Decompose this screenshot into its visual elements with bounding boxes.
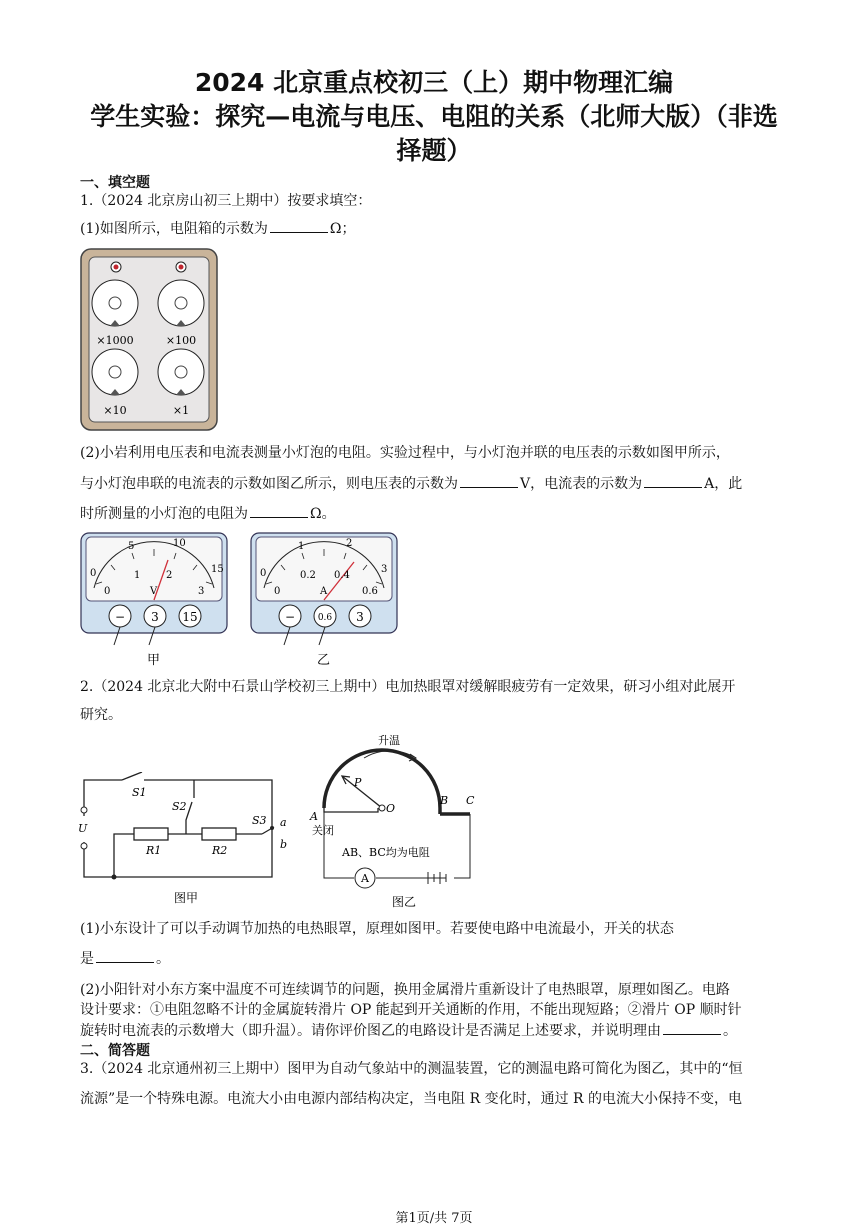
meter-tick-label: 0 — [260, 568, 267, 579]
circuit-label: AB、BC均为电阻 — [342, 846, 430, 859]
dial-multiplier-label: ×1 — [172, 404, 190, 417]
page-title-line3: 择题） — [396, 136, 472, 165]
meter-tick-label: 15 — [211, 564, 224, 575]
terminal-label: 3 — [356, 610, 364, 624]
answer-blank[interactable] — [644, 473, 702, 488]
meter-tick-label: 5 — [128, 541, 135, 552]
dial-icon — [92, 349, 138, 395]
meter-tick-label: 0 — [274, 586, 281, 597]
circuit-label: R2 — [212, 844, 228, 857]
meter-tick-label: 1 — [298, 541, 305, 552]
q1-part2-line2 — [80, 473, 742, 494]
meter-unit-label: A — [320, 586, 328, 597]
dial-multiplier-label: ×100 — [165, 334, 197, 347]
circuit-label: a — [280, 816, 287, 829]
q1-part2-text: Ω。 — [310, 506, 336, 522]
circuit-figure-b — [306, 732, 478, 910]
q2-intro-line1: 2.（2024 北京北大附中石景山学校初三上期中）电加热眼罩对缓解眼疲劳有一定效果，研习小组对此展开 — [80, 679, 736, 695]
q2-part2-line1: (2)小阳针对小东方案中温度不可连续调节的问题，换用金属滑片重新设计了电热眼罩，原理如图乙。电路 — [80, 982, 730, 998]
circuit-label: A — [361, 872, 369, 885]
meter-tick-label: 10 — [173, 538, 186, 549]
meter-tick-label: 2 — [166, 570, 173, 581]
q1-part2-text: 时所测量的小灯泡的电阻为 — [80, 506, 248, 522]
meter-tick-label: 0.2 — [300, 570, 316, 581]
q2-part2-text: 。 — [723, 1023, 737, 1039]
q3-line2: 流源”是一个特殊电源。电流大小由电源内部结构决定，当电阻 R 变化时，通过 R 的电流大小保持不变，电 — [80, 1091, 743, 1107]
q2-part1-text: 是 — [80, 951, 94, 967]
meter-tick-label: 2 — [346, 538, 353, 549]
answer-blank[interactable] — [270, 218, 328, 233]
page-title-line2: 学生实验：探究—电流与电压、电阻的关系（北师大版）（非选 — [90, 102, 778, 131]
section-heading-fill-in: 一、填空题 — [80, 175, 150, 191]
circuit-label: O — [386, 802, 396, 815]
terminal-icon — [111, 262, 121, 272]
q2-part2-line2: 设计要求：①电阻忽略不计的金属旋转滑片 OP 能起到开关通断的作用，不能出现短路；②滑片 OP 顺时针 — [80, 1002, 742, 1018]
circuit-label: S2 — [172, 800, 187, 813]
dial-icon — [92, 280, 138, 326]
resistance-box-figure — [80, 248, 218, 431]
circuit-label: B — [440, 794, 449, 807]
q2-intro-line2: 研究。 — [80, 707, 122, 723]
circuit-label: P — [354, 776, 362, 789]
dial-icon — [158, 280, 204, 326]
q1-part2-text: V，电流表的示数为 — [520, 476, 643, 492]
answer-blank[interactable] — [250, 503, 308, 518]
terminal-label: 3 — [151, 610, 159, 624]
q2-part2-text: 旋转时电流表的示数增大（即升温）。请你评价图乙的电路设计是否满足上述要求，并说明理由 — [80, 1023, 661, 1039]
figure-caption: 乙 — [317, 653, 331, 668]
q2-part1-line2 — [80, 948, 170, 969]
dial-multiplier-label: ×1000 — [96, 334, 134, 347]
meter-tick-label: 3 — [381, 564, 388, 575]
terminal-label: 0.6 — [317, 613, 333, 623]
figure-caption: 图乙 — [391, 895, 417, 909]
answer-blank[interactable] — [460, 473, 518, 488]
dial-icon — [158, 349, 204, 395]
q2-part2-line3 — [80, 1020, 737, 1041]
terminal-label: − — [114, 610, 126, 624]
page-number: 第1页/共 7页 — [395, 1211, 473, 1226]
meter-tick-label: 1 — [134, 570, 141, 581]
q2-part1-text: 。 — [156, 951, 170, 967]
answer-blank[interactable] — [663, 1020, 721, 1035]
meter-tick-label: 0.6 — [362, 586, 378, 597]
meter-tick-label: 0 — [104, 586, 111, 597]
circuit-label: 关闭 — [312, 824, 334, 837]
circuit-label: S3 — [252, 814, 267, 827]
section-heading-short-answer: 二、简答题 — [80, 1043, 150, 1059]
terminal-label: − — [284, 610, 296, 624]
circuit-label: R1 — [146, 844, 162, 857]
q1-part1-unit: Ω； — [329, 221, 356, 237]
dial-multiplier-label: ×10 — [103, 404, 127, 417]
meter-tick-label: 3 — [198, 586, 205, 597]
voltmeter-figure — [80, 532, 230, 668]
ammeter-figure — [250, 532, 400, 668]
q1-part1 — [80, 218, 355, 239]
terminal-label: 15 — [182, 610, 198, 624]
q1-part2-line3 — [80, 503, 336, 524]
page-title-line1: 2024 北京重点校初三（上）期中物理汇编 — [194, 68, 674, 97]
answer-blank[interactable] — [96, 948, 154, 963]
meter-tick-label: 0.4 — [334, 570, 350, 581]
circuit-label: b — [280, 838, 288, 851]
terminal-icon — [176, 262, 186, 272]
circuit-label: U — [78, 822, 88, 835]
q1-part2-text: A，此 — [704, 476, 743, 492]
q1-part2-text: 与小灯泡串联的电流表的示数如图乙所示，则电压表的示数为 — [80, 476, 458, 492]
q1-part2-line1: (2)小岩利用电压表和电流表测量小灯泡的电阻。实验过程中，与小灯泡并联的电压表的示数如图甲所示， — [80, 445, 730, 461]
q1-part1-text: (1)如图所示，电阻箱的示数为 — [80, 221, 268, 237]
circuit-label: S1 — [132, 786, 147, 799]
circuit-figure-a — [74, 772, 292, 906]
circuit-label: C — [466, 794, 475, 807]
figure-caption: 图甲 — [173, 891, 199, 905]
meter-unit-label: V — [150, 586, 158, 597]
circuit-label: A — [310, 810, 318, 823]
meter-tick-label: 0 — [90, 568, 97, 579]
circuit-label: 升温 — [378, 734, 400, 747]
q3-line1: 3.（2024 北京通州初三上期中）图甲为自动气象站中的测温装置，它的测温电路可简化为图乙，其中的“恒 — [80, 1061, 743, 1077]
q2-part1-line1: (1)小东设计了可以手动调节加热的电热眼罩，原理如图甲。若要使电路中电流最小，开关的状态 — [80, 921, 674, 937]
figure-caption: 甲 — [147, 653, 161, 668]
q1-intro: 1.（2024 北京房山初三上期中）按要求填空： — [80, 193, 372, 209]
